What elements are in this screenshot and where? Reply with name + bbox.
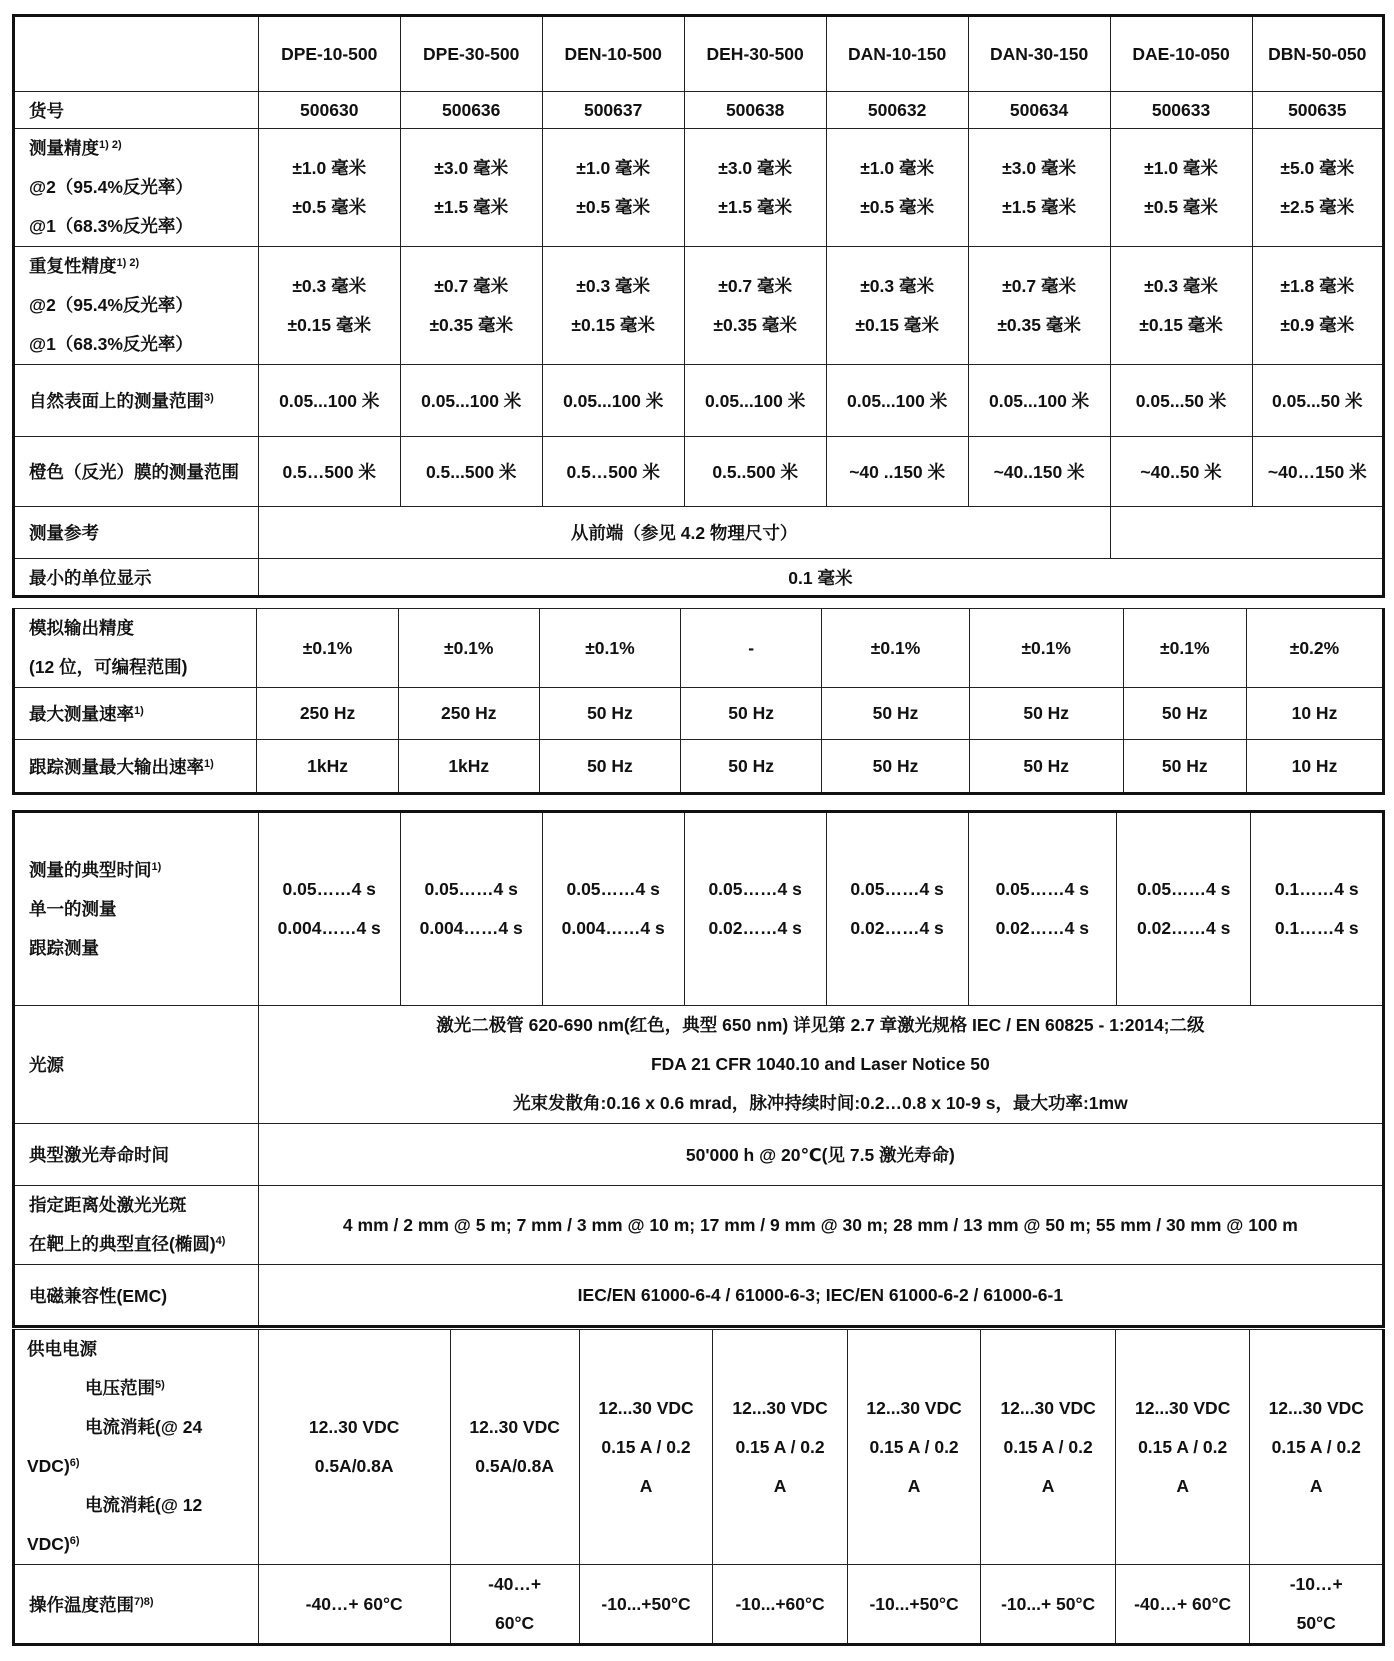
range-natural-row <box>14 365 1384 437</box>
table-cell: 0.5…500 米 <box>542 437 684 507</box>
table-cell: 50 Hz <box>969 740 1123 794</box>
track-rate-row <box>14 740 1384 794</box>
part-no-row <box>14 92 1384 129</box>
table-cell: 50 Hz <box>822 740 970 794</box>
table-cell: ±3.0 毫米 ±1.5 毫米 <box>968 129 1110 247</box>
table-cell: 0.05...50 米 <box>1110 365 1252 437</box>
table-cell: ~40…150 米 <box>1252 437 1383 507</box>
spec-table-top-cont <box>12 608 1385 795</box>
accuracy-row <box>14 129 1384 247</box>
range-reflective-row <box>14 437 1384 507</box>
table-cell: 250 Hz <box>257 688 398 740</box>
empty-cell <box>1110 507 1383 559</box>
row-label: 测量的典型时间$^{1)}$ 单一的测量 跟踪测量 <box>14 812 259 1006</box>
row-label: 指定距离处激光光斑 在靶上的典型直径(椭圆)$^{4)}$ <box>14 1186 259 1265</box>
table-cell: -10…+ 50°C <box>1250 1565 1384 1645</box>
table-cell: ~40 ..150 米 <box>826 437 968 507</box>
row-label: 电磁兼容性(EMC) <box>14 1265 259 1327</box>
table-cell: 50 Hz <box>969 688 1123 740</box>
table-cell: -40…+ 60°C <box>450 1565 579 1645</box>
meas-time-row <box>14 812 1384 1006</box>
row-label: 自然表面上的测量范围$^{3)}$ <box>14 365 259 437</box>
table-cell: ±0.7 毫米 ±0.35 毫米 <box>400 247 542 365</box>
table-cell: 4 mm / 2 mm @ 5 m; 7 mm / 3 mm @ 10 m; 17 mm / 9 mm @ 30 m; 28 mm / 13 mm @ 50 m; 55 mm / 30 mm @ 100 m <box>258 1186 1383 1265</box>
table-cell: 0.5…500 米 <box>258 437 400 507</box>
row-label: 供电电源 电压范围$^{5)}$ 电流消耗(@ 24 VDC)$^{6)}$ 电流消耗(@ 12 VDC)$^{6)}$ <box>14 1330 259 1565</box>
table-cell: ±1.0 毫米 ±0.5 毫米 <box>258 129 400 247</box>
table-cell: 50 Hz <box>822 688 970 740</box>
table-cell: 50 Hz <box>1123 740 1246 794</box>
table-cell: ±5.0 毫米 ±2.5 毫米 <box>1252 129 1383 247</box>
spec-table-bottom-cont <box>12 1329 1385 1646</box>
spec-table-top <box>12 14 1385 598</box>
table-cell: 500637 <box>542 92 684 129</box>
table-cell: 12...30 VDC 0.15 A / 0.2 A <box>1250 1330 1384 1565</box>
table-cell: ±1.8 毫米 ±0.9 毫米 <box>1252 247 1383 365</box>
table-cell: 0.05...100 米 <box>542 365 684 437</box>
model-header: DEN-10-500 <box>542 16 684 92</box>
row-label: 光源 <box>14 1006 259 1124</box>
table-cell: 500636 <box>400 92 542 129</box>
table-cell: ±0.2% <box>1246 609 1383 688</box>
row-label: 最大测量速率$^{1)}$ <box>14 688 257 740</box>
table-cell: 500635 <box>1252 92 1383 129</box>
table-cell: -40…+ 60°C <box>1115 1565 1250 1645</box>
table-cell: -10...+ 50°C <box>981 1565 1116 1645</box>
table-cell: 0.05……4 s 0.02……4 s <box>968 812 1116 1006</box>
table-cell: 1kHz <box>257 740 398 794</box>
model-header: DPE-30-500 <box>400 16 542 92</box>
table-cell: 0.05……4 s 0.004……4 s <box>542 812 684 1006</box>
row-label: 重复性精度$^{1) 2)}$ @2（95.4%反光率） @1（68.3%反光率） <box>14 247 259 365</box>
table-cell: 12...30 VDC 0.15 A / 0.2 A <box>847 1330 981 1565</box>
model-header: DPE-10-500 <box>258 16 400 92</box>
table-cell: ±0.1% <box>969 609 1123 688</box>
table-cell: ±0.1% <box>257 609 398 688</box>
table-cell: 0.5..500 米 <box>684 437 826 507</box>
table-cell: 0.05……4 s 0.02……4 s <box>1116 812 1251 1006</box>
table-cell: 12..30 VDC 0.5A/0.8A <box>258 1330 450 1565</box>
table-cell: 50'000 h @ 20℃(见 7.5 激光寿命) <box>258 1124 1383 1186</box>
row-label: 最小的单位显示 <box>14 559 259 597</box>
table-cell: ±0.3 毫米 ±0.15 毫米 <box>826 247 968 365</box>
table-cell: ±0.7 毫米 ±0.35 毫米 <box>684 247 826 365</box>
table-cell: 10 Hz <box>1246 688 1383 740</box>
model-header: DEH-30-500 <box>684 16 826 92</box>
table-cell: 激光二极管 620-690 nm(红色，典型 650 nm) 详见第 2.7 章激光规格 IEC / EN 60825 - 1:2014;二级 FDA 21 CFR 1040.10 and Laser Notice 50 光束发散角:0.16 x 0.6 mrad，脉冲持续时间:0.2…0.8 x 10-9 s，最大功率:1mw <box>258 1006 1383 1124</box>
model-header: DAN-10-150 <box>826 16 968 92</box>
header-row <box>14 16 1384 92</box>
table-cell: ~40..50 米 <box>1110 437 1252 507</box>
table-cell: ±0.3 毫米 ±0.15 毫米 <box>1110 247 1252 365</box>
table-cell: 0.05...100 米 <box>684 365 826 437</box>
table-cell: ±0.3 毫米 ±0.15 毫米 <box>258 247 400 365</box>
table-cell: 500638 <box>684 92 826 129</box>
analog-row <box>14 609 1384 688</box>
row-label: 橙色（反光）膜的测量范围 <box>14 437 259 507</box>
table-cell: -10...+50°C <box>847 1565 981 1645</box>
table-cell: ±0.1% <box>539 609 680 688</box>
table-cell: 0.05...100 米 <box>258 365 400 437</box>
table-cell: 0.1……4 s 0.1……4 s <box>1251 812 1384 1006</box>
spec-table-bottom <box>12 810 1385 1328</box>
table-cell: 1kHz <box>398 740 539 794</box>
table-cell: 500632 <box>826 92 968 129</box>
table-cell: 500633 <box>1110 92 1252 129</box>
table-cell: ±1.0 毫米 ±0.5 毫米 <box>1110 129 1252 247</box>
table-cell: 12..30 VDC 0.5A/0.8A <box>450 1330 579 1565</box>
table-cell: 0.05...50 米 <box>1252 365 1383 437</box>
row-label: 操作温度范围$^{7)8)}$ <box>14 1565 259 1645</box>
table-cell: 0.1 毫米 <box>258 559 1383 597</box>
table-cell: 250 Hz <box>398 688 539 740</box>
table-cell: ~40..150 米 <box>968 437 1110 507</box>
table-cell: ±1.0 毫米 ±0.5 毫米 <box>542 129 684 247</box>
min-unit-row <box>14 559 1384 597</box>
table-cell: 50 Hz <box>681 740 822 794</box>
reference-row <box>14 507 1384 559</box>
table-cell: -10...+60°C <box>713 1565 848 1645</box>
table-cell: 50 Hz <box>539 688 680 740</box>
table-cell: ±0.1% <box>822 609 970 688</box>
table-cell: 0.05……4 s 0.02……4 s <box>826 812 968 1006</box>
model-header: DBN-50-050 <box>1252 16 1383 92</box>
table-cell: -10...+50°C <box>579 1565 713 1645</box>
laser-life-row <box>14 1124 1384 1186</box>
table-cell: 10 Hz <box>1246 740 1383 794</box>
table-cell: ±3.0 毫米 ±1.5 毫米 <box>400 129 542 247</box>
max-rate-row <box>14 688 1384 740</box>
table-cell: ±0.7 毫米 ±0.35 毫米 <box>968 247 1110 365</box>
table-cell: 500630 <box>258 92 400 129</box>
table-cell: IEC/EN 61000-6-4 / 61000-6-3; IEC/EN 61000-6-2 / 61000-6-1 <box>258 1265 1383 1327</box>
emc-row <box>14 1265 1384 1327</box>
table-cell: 12...30 VDC 0.15 A / 0.2 A <box>579 1330 713 1565</box>
table-cell: 50 Hz <box>1123 688 1246 740</box>
spot-row <box>14 1186 1384 1265</box>
table-cell: 0.05……4 s 0.02……4 s <box>684 812 826 1006</box>
table-cell: 0.05……4 s 0.004……4 s <box>400 812 542 1006</box>
table-cell: 50 Hz <box>681 688 822 740</box>
table-cell: 0.05...100 米 <box>826 365 968 437</box>
row-label: 跟踪测量最大输出速率$^{1)}$ <box>14 740 257 794</box>
row-label: 模拟输出精度 (12 位，可编程范围) <box>14 609 257 688</box>
row-label: 测量精度$^{1) 2)}$ @2（95.4%反光率） @1（68.3%反光率） <box>14 129 259 247</box>
table-cell: 0.05...100 米 <box>968 365 1110 437</box>
row-label: 典型激光寿命时间 <box>14 1124 259 1186</box>
table-cell: 12...30 VDC 0.15 A / 0.2 A <box>981 1330 1116 1565</box>
table-cell: 50 Hz <box>539 740 680 794</box>
table-cell: 12...30 VDC 0.15 A / 0.2 A <box>1115 1330 1250 1565</box>
table-cell: ±0.3 毫米 ±0.15 毫米 <box>542 247 684 365</box>
table-cell: ±0.1% <box>398 609 539 688</box>
table-cell: ±3.0 毫米 ±1.5 毫米 <box>684 129 826 247</box>
table-cell: ±0.1% <box>1123 609 1246 688</box>
table-cell: 从前端（参见 4.2 物理尺寸） <box>258 507 1110 559</box>
table-cell: 0.05……4 s 0.004……4 s <box>258 812 400 1006</box>
table-cell: -40…+ 60°C <box>258 1565 450 1645</box>
temp-row <box>14 1565 1384 1645</box>
model-header: DAN-30-150 <box>968 16 1110 92</box>
table-cell: 0.05...100 米 <box>400 365 542 437</box>
light-source-row <box>14 1006 1384 1124</box>
corner-cell <box>14 16 259 92</box>
row-label: 测量参考 <box>14 507 259 559</box>
table-cell: - <box>681 609 822 688</box>
table-cell: 0.5...500 米 <box>400 437 542 507</box>
table-cell: ±1.0 毫米 ±0.5 毫米 <box>826 129 968 247</box>
power-row <box>14 1330 1384 1565</box>
row-label: 货号 <box>14 92 259 129</box>
repeatability-row <box>14 247 1384 365</box>
table-cell: 500634 <box>968 92 1110 129</box>
table-cell: 12...30 VDC 0.15 A / 0.2 A <box>713 1330 848 1565</box>
model-header: DAE-10-050 <box>1110 16 1252 92</box>
